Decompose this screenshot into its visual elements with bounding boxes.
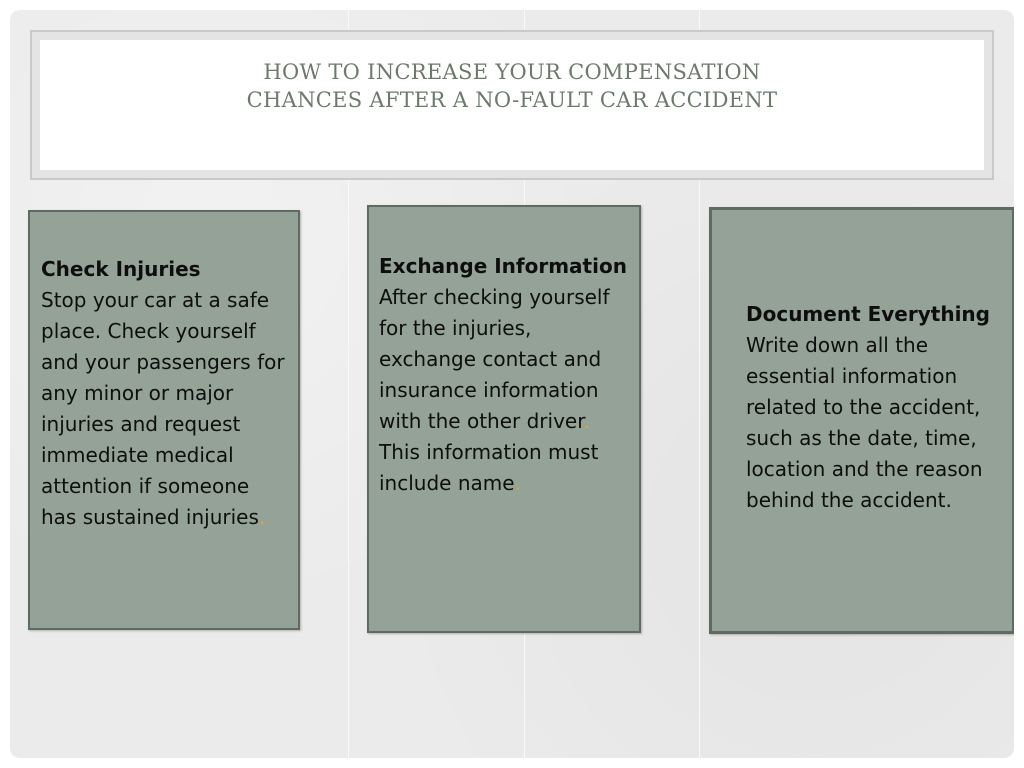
accent-period: . bbox=[258, 505, 266, 529]
title-box bbox=[40, 40, 984, 170]
slide-title bbox=[40, 58, 984, 114]
title-line-2: CHANCES AFTER A NO-FAULT CAR ACCIDENT bbox=[246, 88, 778, 112]
card-check-injuries bbox=[28, 210, 300, 630]
accent-period: . bbox=[514, 471, 521, 495]
card-heading: Check Injuries bbox=[41, 257, 201, 281]
card-heading: Exchange Information bbox=[379, 254, 627, 278]
card-document-everything bbox=[709, 207, 1014, 634]
card-exchange-information bbox=[367, 205, 641, 633]
card-body-text: After checking yourself for the injuries, exchange contact and insurance information with the other driver bbox=[379, 285, 610, 433]
card-body: Write down all the essential information related to the accident, such as the date, time, location and the reason behind the accident. bbox=[746, 333, 983, 512]
card-body bbox=[379, 282, 631, 499]
card-body-text: Stop your car at a safe place. Check yourself and your passengers for any minor or major injuries and request immediate medical attention if someone has sustained injuries bbox=[41, 288, 285, 529]
accent-period: . bbox=[583, 409, 590, 433]
card-heading: Document Everything bbox=[746, 302, 990, 326]
card-body-text: This information must include name bbox=[379, 409, 605, 495]
title-frame bbox=[30, 30, 994, 180]
title-line-1: HOW TO INCREASE YOUR COMPENSATION bbox=[263, 60, 761, 84]
card-body bbox=[41, 285, 290, 533]
slide bbox=[10, 10, 1014, 758]
